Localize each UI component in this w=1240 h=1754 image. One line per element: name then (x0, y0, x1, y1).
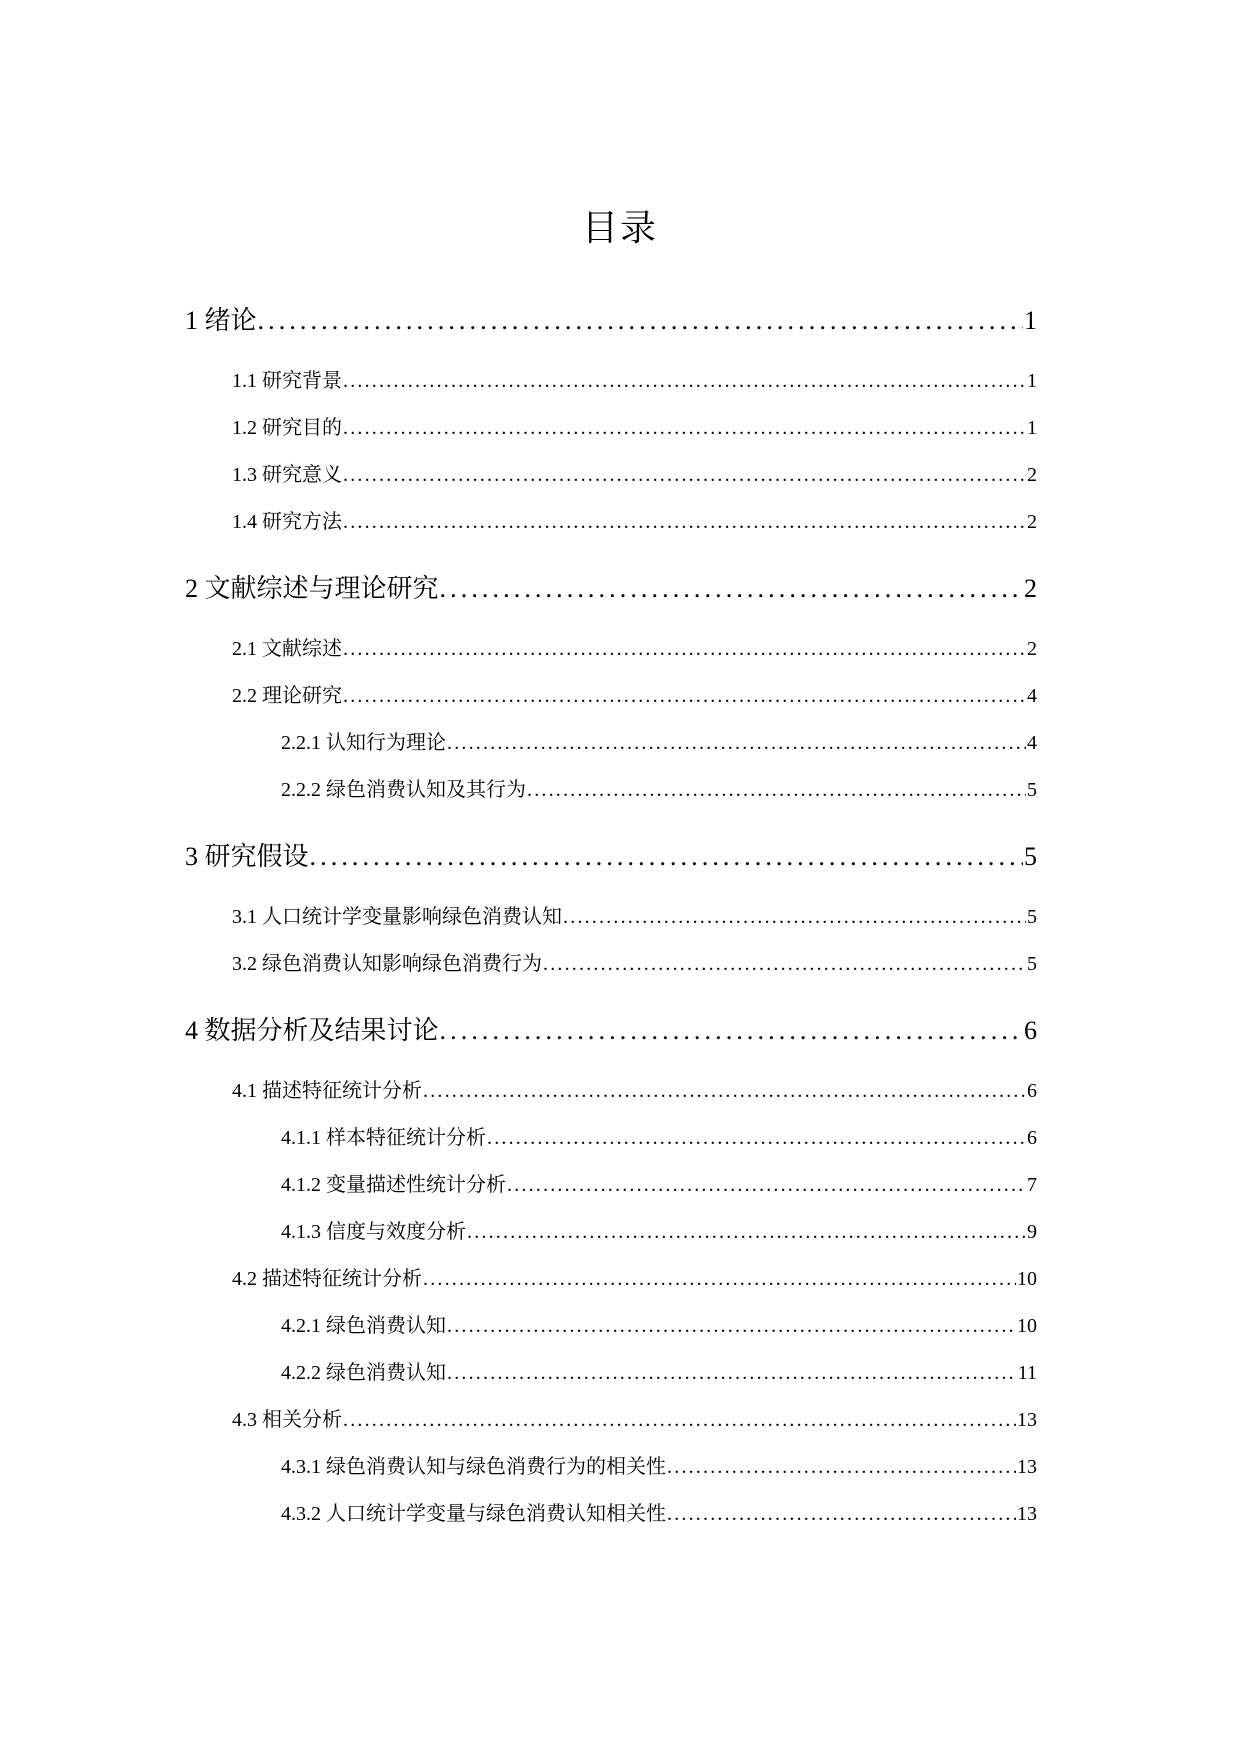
dot-leader (527, 779, 1026, 802)
toc-entry-level-2[interactable] (232, 364, 1037, 393)
toc-entry-level-1[interactable] (185, 568, 1037, 605)
toc-entry-level-2[interactable] (232, 505, 1037, 534)
toc-entry-label: 4.1.2 变量描述性统计分析 (281, 1174, 506, 1196)
dot-leader (440, 574, 1023, 604)
toc-entry-label: 4.2 描述特征统计分析 (232, 1268, 422, 1290)
toc-entry-label: 4.3 相关分析 (232, 1409, 342, 1431)
toc-entry-level-1[interactable] (185, 836, 1037, 873)
toc-entry-page-number: 5 (1027, 953, 1037, 975)
toc-entry-label: 2.2.1 认知行为理论 (281, 732, 446, 754)
toc-entry-label: 4.3.1 绿色消费认知与绿色消费行为的相关性 (281, 1456, 666, 1478)
dot-leader (507, 1174, 1026, 1197)
toc-entry-level-2[interactable] (232, 1074, 1037, 1103)
dot-leader (543, 953, 1026, 976)
toc-entry-page-number: 13 (1017, 1456, 1037, 1478)
dot-leader (667, 1456, 1016, 1479)
toc-entry-label: 1.3 研究意义 (232, 464, 342, 486)
toc-entry-level-3[interactable] (281, 1121, 1037, 1150)
toc-entry-level-2[interactable] (232, 679, 1037, 708)
dot-leader (343, 370, 1026, 393)
toc-entry-label: 4.1.1 样本特征统计分析 (281, 1127, 486, 1149)
toc-entry-level-1[interactable] (185, 300, 1037, 337)
toc-entry-level-3[interactable] (281, 773, 1037, 802)
toc-entry-label: 4 数据分析及结果讨论 (185, 1016, 439, 1045)
toc-entry-level-3[interactable] (281, 1497, 1037, 1526)
toc-entry-level-1[interactable] (185, 1010, 1037, 1047)
dot-leader (487, 1127, 1026, 1150)
toc-entry-label: 4.1.3 信度与效度分析 (281, 1221, 466, 1243)
dot-leader (423, 1268, 1016, 1291)
dot-leader (467, 1221, 1026, 1244)
toc-entry-label: 3 研究假设 (185, 842, 309, 871)
toc-entry-label: 2.2.2 绿色消费认知及其行为 (281, 779, 526, 801)
toc-entry-level-2[interactable] (232, 458, 1037, 487)
toc-entry-page-number: 1 (1027, 417, 1037, 439)
dot-leader (310, 842, 1023, 872)
toc-entry-level-3[interactable] (281, 1356, 1037, 1385)
dot-leader (343, 638, 1026, 661)
toc-entry-page-number: 6 (1027, 1080, 1037, 1102)
toc-entry-page-number: 5 (1027, 779, 1037, 801)
toc-entry-level-2[interactable] (232, 947, 1037, 976)
toc-entry-page-number: 7 (1027, 1174, 1037, 1196)
toc-entry-page-number: 2 (1024, 574, 1037, 603)
toc-entry-page-number: 4 (1027, 685, 1037, 707)
dot-leader (447, 1362, 1017, 1385)
toc-entry-label: 1.4 研究方法 (232, 511, 342, 533)
toc-entry-label: 4.2.1 绿色消费认知 (281, 1315, 446, 1337)
toc-entry-page-number: 2 (1027, 464, 1037, 486)
toc-entry-label: 4.2.2 绿色消费认知 (281, 1362, 446, 1384)
toc-entry-page-number: 2 (1027, 511, 1037, 533)
dot-leader (423, 1080, 1026, 1103)
toc-entry-page-number: 1 (1027, 370, 1037, 392)
toc-entry-page-number: 9 (1027, 1221, 1037, 1243)
dot-leader (343, 685, 1026, 708)
toc-entry-level-2[interactable] (232, 1403, 1037, 1432)
toc-entry-label: 4.1 描述特征统计分析 (232, 1080, 422, 1102)
dot-leader (447, 732, 1026, 755)
toc-entry-page-number: 4 (1027, 732, 1037, 754)
toc-entry-page-number: 6 (1027, 1127, 1037, 1149)
toc-entry-page-number: 10 (1017, 1268, 1037, 1290)
toc-entry-level-2[interactable] (232, 1262, 1037, 1291)
toc-entry-level-2[interactable] (232, 411, 1037, 440)
toc-entry-label: 1.1 研究背景 (232, 370, 342, 392)
dot-leader (343, 464, 1026, 487)
toc-entry-page-number: 5 (1027, 906, 1037, 928)
dot-leader (447, 1315, 1016, 1338)
toc-entry-page-number: 13 (1017, 1503, 1037, 1525)
toc-entry-label: 2.1 文献综述 (232, 638, 342, 660)
toc-entry-label: 4.3.2 人口统计学变量与绿色消费认知相关性 (281, 1503, 666, 1525)
dot-leader (258, 306, 1023, 336)
toc-entry-page-number: 6 (1024, 1016, 1037, 1045)
toc-entry-page-number: 11 (1017, 1362, 1037, 1384)
toc-entry-level-3[interactable] (281, 1450, 1037, 1479)
toc-entry-level-3[interactable] (281, 1215, 1037, 1244)
dot-leader (440, 1016, 1023, 1046)
toc-entry-page-number: 10 (1017, 1315, 1037, 1337)
toc-entry-label: 3.1 人口统计学变量影响绿色消费认知 (232, 906, 562, 928)
toc-entry-level-3[interactable] (281, 1168, 1037, 1197)
dot-leader (343, 417, 1026, 440)
toc-entry-level-3[interactable] (281, 726, 1037, 755)
toc-entry-label: 1 绪论 (185, 306, 257, 335)
toc-entry-level-3[interactable] (281, 1309, 1037, 1338)
toc-entry-page-number: 13 (1017, 1409, 1037, 1431)
toc-entry-label: 2 文献综述与理论研究 (185, 574, 439, 603)
toc-entry-label: 3.2 绿色消费认知影响绿色消费行为 (232, 953, 542, 975)
toc-entry-label: 1.2 研究目的 (232, 417, 342, 439)
toc-entry-level-2[interactable] (232, 900, 1037, 929)
page-title: 目录 (581, 208, 658, 249)
dot-leader (343, 511, 1026, 534)
toc-entry-label: 2.2 理论研究 (232, 685, 342, 707)
dot-leader (667, 1503, 1016, 1526)
dot-leader (343, 1409, 1016, 1432)
toc-entry-page-number: 2 (1027, 638, 1037, 660)
dot-leader (563, 906, 1026, 929)
toc-entry-level-2[interactable] (232, 632, 1037, 661)
toc-entry-page-number: 5 (1024, 842, 1037, 871)
toc-entry-page-number: 1 (1024, 306, 1037, 335)
